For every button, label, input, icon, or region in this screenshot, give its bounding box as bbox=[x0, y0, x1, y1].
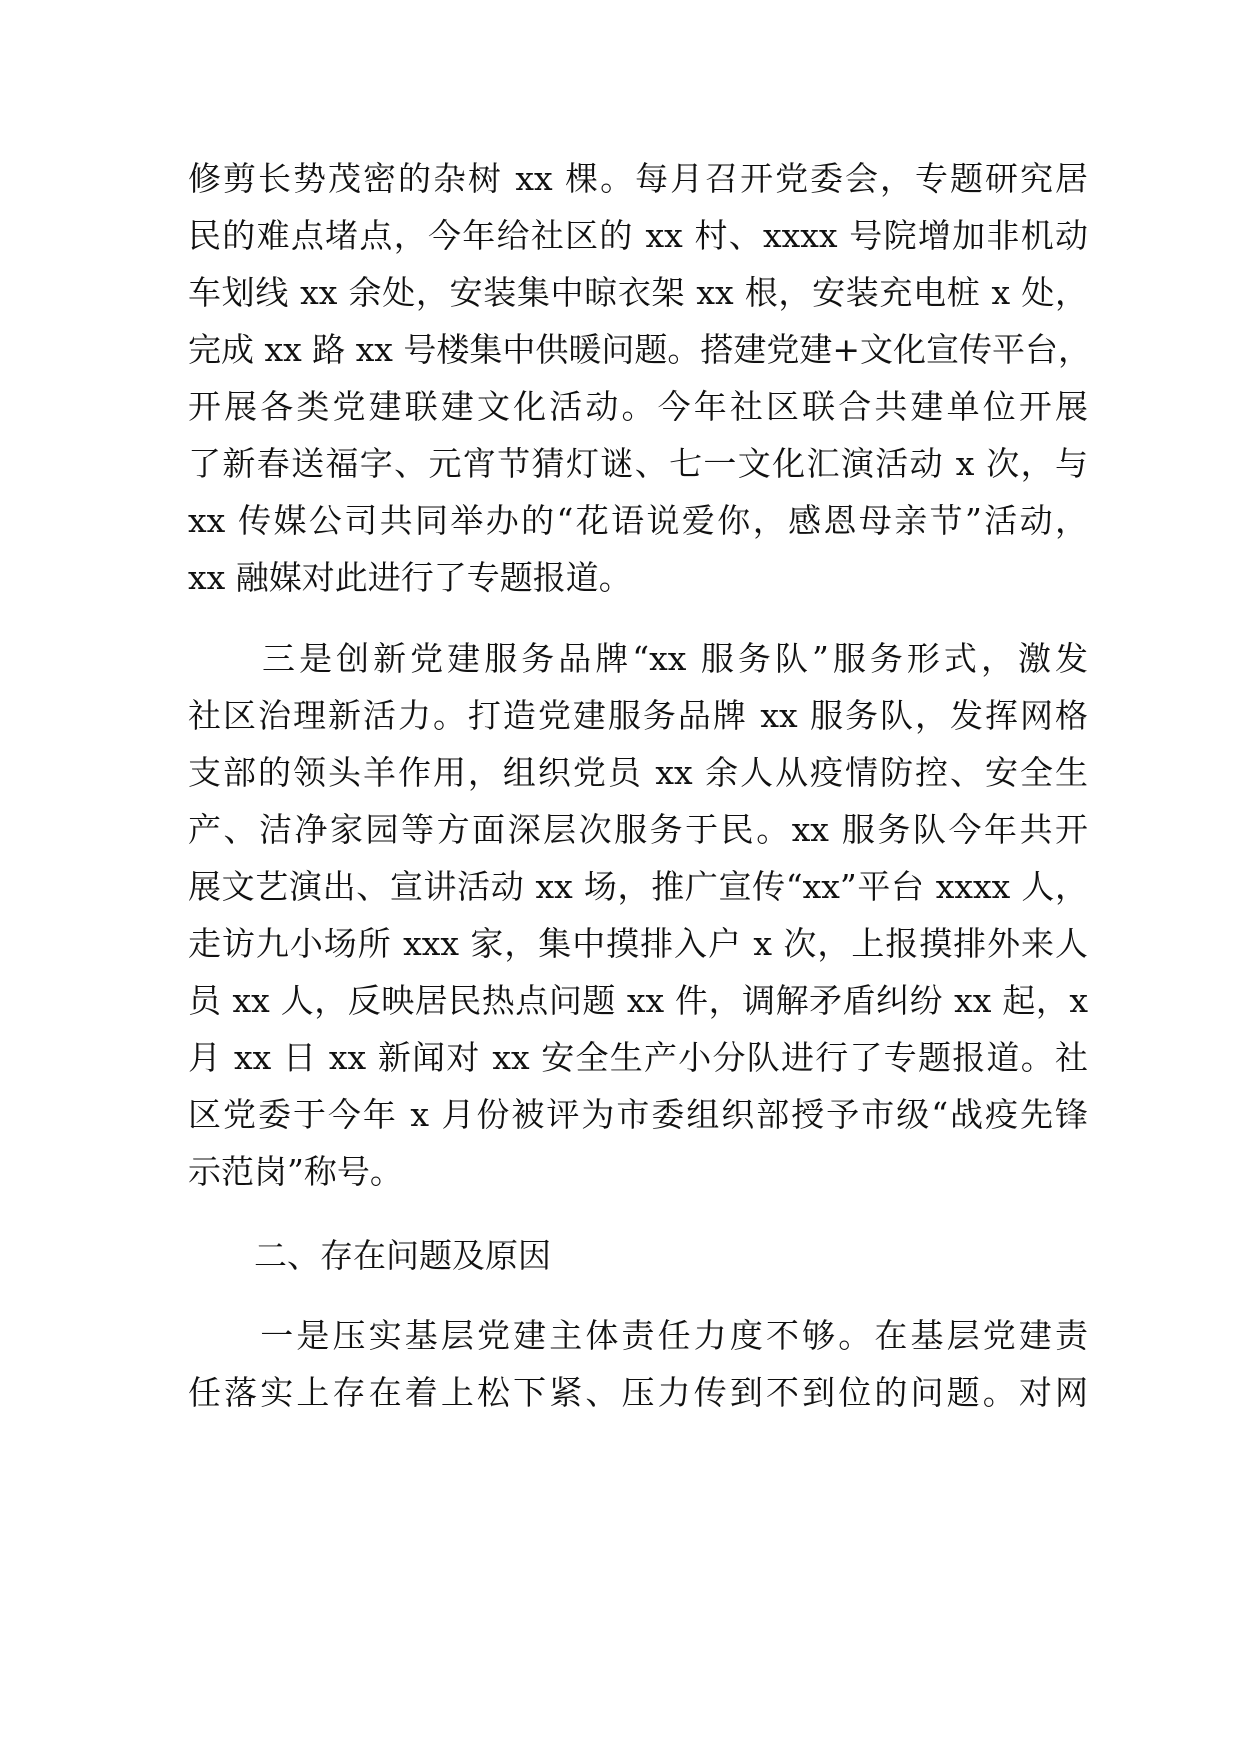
body-text-line: 社区治理新活力。打造党建服务品牌 xx 服务队，发挥网格 bbox=[188, 696, 1088, 735]
body-text-line: 任落实上存在着上松下紧、压力传到不到位的问题。对网 bbox=[188, 1373, 1088, 1412]
section-heading: 二、存在问题及原因 bbox=[254, 1236, 551, 1275]
body-text-line: 员 xx 人，反映居民热点问题 xx 件，调解矛盾纠纷 xx 起，x bbox=[188, 981, 1088, 1020]
body-text-line: 修剪长势茂密的杂树 xx 棵。每月召开党委会，专题研究居 bbox=[188, 159, 1088, 198]
body-text-line: 一是压实基层党建主体责任力度不够。在基层党建责 bbox=[188, 1316, 1088, 1355]
body-text-line: 民的难点堵点，今年给社区的 xx 村、xxxx 号院增加非机动 bbox=[188, 216, 1088, 255]
body-text-line: 走访九小场所 xxx 家，集中摸排入户 x 次，上报摸排外来人 bbox=[188, 924, 1088, 963]
body-text-line: 展文艺演出、宣讲活动 xx 场，推广宣传“xx”平台 xxxx 人， bbox=[188, 867, 1088, 906]
body-text-line: 开展各类党建联建文化活动。今年社区联合共建单位开展 bbox=[188, 387, 1088, 426]
body-text-line: 月 xx 日 xx 新闻对 xx 安全生产小分队进行了专题报道。社 bbox=[188, 1038, 1088, 1077]
body-text-line: 三是创新党建服务品牌“xx 服务队”服务形式，激发 bbox=[188, 639, 1088, 678]
body-text-line: xx 传媒公司共同举办的“花语说爱你，感恩母亲节”活动， bbox=[188, 501, 1088, 540]
body-text-line: 车划线 xx 余处，安装集中晾衣架 xx 根，安装充电桩 x 处， bbox=[188, 273, 1088, 312]
body-text-line: xx 融媒对此进行了专题报道。 bbox=[188, 558, 632, 597]
body-text-line: 区党委于今年 x 月份被评为市委组织部授予市级“战疫先锋 bbox=[188, 1095, 1088, 1134]
body-text-line: 产、洁净家园等方面深层次服务于民。xx 服务队今年共开 bbox=[188, 810, 1088, 849]
body-text-line: 完成 xx 路 xx 号楼集中供暖问题。搭建党建+文化宣传平台， bbox=[188, 330, 1092, 369]
body-text-line: 了新春送福字、元宵节猜灯谜、七一文化汇演活动 x 次，与 bbox=[188, 444, 1088, 483]
body-text-line: 示范岗”称号。 bbox=[188, 1152, 403, 1191]
body-text-line: 支部的领头羊作用，组织党员 xx 余人从疫情防控、安全生 bbox=[188, 753, 1088, 792]
